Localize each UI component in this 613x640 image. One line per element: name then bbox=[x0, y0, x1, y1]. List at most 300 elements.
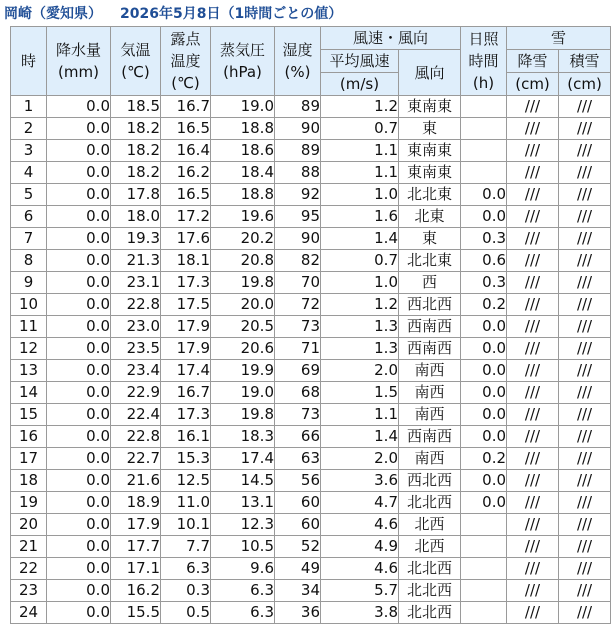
wind-speed-cell: 1.4 bbox=[321, 228, 399, 250]
humidity-cell: 92 bbox=[275, 184, 321, 206]
header-precip bbox=[47, 27, 111, 96]
wind-direction-cell: 北東 bbox=[399, 206, 461, 228]
header-snowfall-unit: (cm) bbox=[507, 73, 559, 96]
sunshine-cell bbox=[461, 140, 507, 162]
dew-point-cell: 17.4 bbox=[161, 360, 211, 382]
snow-depth-cell: /// bbox=[559, 536, 611, 558]
vapor-pressure-cell: 6.3 bbox=[211, 602, 275, 624]
snow-depth-cell: /// bbox=[559, 404, 611, 426]
wind-speed-cell: 0.7 bbox=[321, 118, 399, 140]
header-hour: 時 bbox=[11, 27, 47, 96]
header-wind-speed-unit: (m/s) bbox=[321, 73, 399, 96]
wind-direction-cell: 西北西 bbox=[399, 294, 461, 316]
humidity-cell: 66 bbox=[275, 426, 321, 448]
header-snowdepth-unit: (cm) bbox=[559, 73, 611, 96]
dew-point-cell: 0.3 bbox=[161, 580, 211, 602]
hour-cell: 5 bbox=[11, 184, 47, 206]
snowfall-cell: /// bbox=[507, 228, 559, 250]
temp-cell: 23.4 bbox=[111, 360, 161, 382]
snowfall-cell: /// bbox=[507, 360, 559, 382]
hour-cell: 18 bbox=[11, 470, 47, 492]
snowfall-cell: /// bbox=[507, 514, 559, 536]
temp-cell: 21.6 bbox=[111, 470, 161, 492]
precip-cell: 0.0 bbox=[47, 338, 111, 360]
snow-depth-cell: /// bbox=[559, 118, 611, 140]
precip-cell: 0.0 bbox=[47, 294, 111, 316]
header-snowfall: 降雪 bbox=[507, 50, 559, 73]
snowfall-cell: /// bbox=[507, 294, 559, 316]
wind-speed-cell: 3.6 bbox=[321, 470, 399, 492]
table-row bbox=[11, 184, 611, 206]
snowfall-cell: /// bbox=[507, 162, 559, 184]
snow-depth-cell: /// bbox=[559, 338, 611, 360]
humidity-cell: 49 bbox=[275, 558, 321, 580]
table-row bbox=[11, 426, 611, 448]
temp-cell: 23.0 bbox=[111, 316, 161, 338]
snowfall-cell: /// bbox=[507, 250, 559, 272]
temp-cell: 21.3 bbox=[111, 250, 161, 272]
wind-direction-cell: 南西 bbox=[399, 448, 461, 470]
precip-cell: 0.0 bbox=[47, 118, 111, 140]
snowfall-cell: /// bbox=[507, 382, 559, 404]
humidity-cell: 89 bbox=[275, 96, 321, 118]
wind-direction-cell: 西 bbox=[399, 272, 461, 294]
temp-cell: 17.7 bbox=[111, 536, 161, 558]
header-dew-label: 露点 bbox=[170, 30, 201, 48]
temp-cell: 18.9 bbox=[111, 492, 161, 514]
temp-cell: 17.9 bbox=[111, 514, 161, 536]
wind-speed-cell: 4.7 bbox=[321, 492, 399, 514]
vapor-pressure-cell: 20.2 bbox=[211, 228, 275, 250]
humidity-cell: 70 bbox=[275, 272, 321, 294]
temp-cell: 19.3 bbox=[111, 228, 161, 250]
table-row bbox=[11, 206, 611, 228]
temp-cell: 16.2 bbox=[111, 580, 161, 602]
vapor-pressure-cell: 9.6 bbox=[211, 558, 275, 580]
hour-cell: 3 bbox=[11, 140, 47, 162]
hour-cell: 9 bbox=[11, 272, 47, 294]
wind-direction-cell: 北西 bbox=[399, 514, 461, 536]
table-row bbox=[11, 360, 611, 382]
header-precip-unit: (mm) bbox=[58, 63, 99, 81]
header-temp bbox=[111, 27, 161, 96]
dew-point-cell: 16.4 bbox=[161, 140, 211, 162]
dew-point-cell: 16.5 bbox=[161, 184, 211, 206]
humidity-cell: 89 bbox=[275, 140, 321, 162]
wind-speed-cell: 4.9 bbox=[321, 536, 399, 558]
header-humidity-unit: (%) bbox=[284, 63, 311, 81]
humidity-cell: 52 bbox=[275, 536, 321, 558]
hour-cell: 17 bbox=[11, 448, 47, 470]
hour-cell: 1 bbox=[11, 96, 47, 118]
sunshine-cell: 0.0 bbox=[461, 404, 507, 426]
dew-point-cell: 16.2 bbox=[161, 162, 211, 184]
table-row bbox=[11, 470, 611, 492]
temp-cell: 17.1 bbox=[111, 558, 161, 580]
hour-cell: 23 bbox=[11, 580, 47, 602]
hour-cell: 4 bbox=[11, 162, 47, 184]
wind-direction-cell: 北北東 bbox=[399, 250, 461, 272]
table-row bbox=[11, 228, 611, 250]
wind-direction-cell: 北北東 bbox=[399, 184, 461, 206]
snow-depth-cell: /// bbox=[559, 492, 611, 514]
wind-direction-cell: 東南東 bbox=[399, 162, 461, 184]
snow-depth-cell: /// bbox=[559, 360, 611, 382]
precip-cell: 0.0 bbox=[47, 558, 111, 580]
wind-direction-cell: 東 bbox=[399, 118, 461, 140]
sunshine-cell: 0.0 bbox=[461, 492, 507, 514]
humidity-cell: 68 bbox=[275, 382, 321, 404]
header-vapor bbox=[211, 27, 275, 96]
header-wind-dir: 風向 bbox=[399, 50, 461, 96]
wind-direction-cell: 東南東 bbox=[399, 96, 461, 118]
sunshine-cell: 0.6 bbox=[461, 250, 507, 272]
dew-point-cell: 16.7 bbox=[161, 382, 211, 404]
precip-cell: 0.0 bbox=[47, 514, 111, 536]
temp-cell: 17.8 bbox=[111, 184, 161, 206]
precip-cell: 0.0 bbox=[47, 448, 111, 470]
wind-speed-cell: 5.7 bbox=[321, 580, 399, 602]
table-row bbox=[11, 448, 611, 470]
snowfall-cell: /// bbox=[507, 448, 559, 470]
vapor-pressure-cell: 17.4 bbox=[211, 448, 275, 470]
header-humidity-label: 湿度 bbox=[282, 41, 313, 59]
snowfall-cell: /// bbox=[507, 184, 559, 206]
hour-cell: 12 bbox=[11, 338, 47, 360]
snowfall-cell: /// bbox=[507, 338, 559, 360]
table-row bbox=[11, 602, 611, 624]
snowfall-cell: /// bbox=[507, 118, 559, 140]
date-caption: 2026年5月8日（1時間ごとの値） bbox=[120, 6, 343, 22]
hour-cell: 14 bbox=[11, 382, 47, 404]
vapor-pressure-cell: 18.3 bbox=[211, 426, 275, 448]
temp-cell: 18.5 bbox=[111, 96, 161, 118]
table-header bbox=[11, 27, 611, 96]
precip-cell: 0.0 bbox=[47, 184, 111, 206]
humidity-cell: 56 bbox=[275, 470, 321, 492]
hour-cell: 8 bbox=[11, 250, 47, 272]
wind-direction-cell: 西南西 bbox=[399, 316, 461, 338]
wind-direction-cell: 南西 bbox=[399, 404, 461, 426]
dew-point-cell: 17.5 bbox=[161, 294, 211, 316]
header-vapor-label: 蒸気圧 bbox=[219, 41, 265, 59]
hour-cell: 13 bbox=[11, 360, 47, 382]
dew-point-cell: 17.6 bbox=[161, 228, 211, 250]
precip-cell: 0.0 bbox=[47, 404, 111, 426]
vapor-pressure-cell: 18.6 bbox=[211, 140, 275, 162]
snowfall-cell: /// bbox=[507, 316, 559, 338]
header-temp-unit: (℃) bbox=[121, 63, 150, 81]
hour-cell: 6 bbox=[11, 206, 47, 228]
precip-cell: 0.0 bbox=[47, 602, 111, 624]
snow-depth-cell: /// bbox=[559, 206, 611, 228]
sunshine-cell bbox=[461, 558, 507, 580]
humidity-cell: 36 bbox=[275, 602, 321, 624]
temp-cell: 22.7 bbox=[111, 448, 161, 470]
snow-depth-cell: /// bbox=[559, 470, 611, 492]
wind-speed-cell: 2.0 bbox=[321, 360, 399, 382]
sunshine-cell bbox=[461, 96, 507, 118]
temp-cell: 18.0 bbox=[111, 206, 161, 228]
precip-cell: 0.0 bbox=[47, 492, 111, 514]
vapor-pressure-cell: 19.0 bbox=[211, 382, 275, 404]
wind-direction-cell: 北西 bbox=[399, 536, 461, 558]
snowfall-cell: /// bbox=[507, 272, 559, 294]
sunshine-cell: 0.0 bbox=[461, 206, 507, 228]
hour-cell: 22 bbox=[11, 558, 47, 580]
snow-depth-cell: /// bbox=[559, 140, 611, 162]
vapor-pressure-cell: 19.8 bbox=[211, 404, 275, 426]
table-row bbox=[11, 140, 611, 162]
snowfall-cell: /// bbox=[507, 206, 559, 228]
snow-depth-cell: /// bbox=[559, 272, 611, 294]
vapor-pressure-cell: 18.4 bbox=[211, 162, 275, 184]
sunshine-cell bbox=[461, 118, 507, 140]
humidity-cell: 60 bbox=[275, 492, 321, 514]
precip-cell: 0.0 bbox=[47, 360, 111, 382]
snow-depth-cell: /// bbox=[559, 96, 611, 118]
humidity-cell: 73 bbox=[275, 316, 321, 338]
table-row bbox=[11, 536, 611, 558]
dew-point-cell: 11.0 bbox=[161, 492, 211, 514]
header-vapor-unit: (hPa) bbox=[223, 63, 262, 81]
vapor-pressure-cell: 20.5 bbox=[211, 316, 275, 338]
precip-cell: 0.0 bbox=[47, 272, 111, 294]
header-snow-group: 雪 bbox=[507, 27, 611, 50]
wind-speed-cell: 1.6 bbox=[321, 206, 399, 228]
snowfall-cell: /// bbox=[507, 492, 559, 514]
humidity-cell: 71 bbox=[275, 338, 321, 360]
hour-cell: 15 bbox=[11, 404, 47, 426]
wind-speed-cell: 3.8 bbox=[321, 602, 399, 624]
humidity-cell: 60 bbox=[275, 514, 321, 536]
wind-direction-cell: 南西 bbox=[399, 360, 461, 382]
sunshine-cell: 0.0 bbox=[461, 426, 507, 448]
precip-cell: 0.0 bbox=[47, 470, 111, 492]
snow-depth-cell: /// bbox=[559, 426, 611, 448]
snow-depth-cell: /// bbox=[559, 382, 611, 404]
snow-depth-cell: /// bbox=[559, 250, 611, 272]
wind-speed-cell: 1.1 bbox=[321, 140, 399, 162]
dew-point-cell: 7.7 bbox=[161, 536, 211, 558]
snowfall-cell: /// bbox=[507, 96, 559, 118]
snow-depth-cell: /// bbox=[559, 294, 611, 316]
header-wind-speed: 平均風速 bbox=[321, 50, 399, 73]
wind-speed-cell: 1.5 bbox=[321, 382, 399, 404]
precip-cell: 0.0 bbox=[47, 382, 111, 404]
vapor-pressure-cell: 18.8 bbox=[211, 118, 275, 140]
wind-speed-cell: 1.4 bbox=[321, 426, 399, 448]
wind-speed-cell: 1.2 bbox=[321, 96, 399, 118]
snow-depth-cell: /// bbox=[559, 228, 611, 250]
wind-speed-cell: 1.3 bbox=[321, 316, 399, 338]
precip-cell: 0.0 bbox=[47, 228, 111, 250]
dew-point-cell: 16.7 bbox=[161, 96, 211, 118]
vapor-pressure-cell: 12.3 bbox=[211, 514, 275, 536]
table-row bbox=[11, 404, 611, 426]
humidity-cell: 90 bbox=[275, 228, 321, 250]
dew-point-cell: 17.3 bbox=[161, 272, 211, 294]
table-row bbox=[11, 382, 611, 404]
table-row bbox=[11, 580, 611, 602]
vapor-pressure-cell: 19.6 bbox=[211, 206, 275, 228]
temp-cell: 22.4 bbox=[111, 404, 161, 426]
precip-cell: 0.0 bbox=[47, 206, 111, 228]
dew-point-cell: 6.3 bbox=[161, 558, 211, 580]
wind-speed-cell: 1.3 bbox=[321, 338, 399, 360]
table-row bbox=[11, 272, 611, 294]
hour-cell: 19 bbox=[11, 492, 47, 514]
temp-cell: 15.5 bbox=[111, 602, 161, 624]
hour-cell: 16 bbox=[11, 426, 47, 448]
table-row bbox=[11, 118, 611, 140]
humidity-cell: 73 bbox=[275, 404, 321, 426]
wind-direction-cell: 西南西 bbox=[399, 426, 461, 448]
header-humidity bbox=[275, 27, 321, 96]
table-row bbox=[11, 558, 611, 580]
dew-point-cell: 18.1 bbox=[161, 250, 211, 272]
snow-depth-cell: /// bbox=[559, 514, 611, 536]
snow-depth-cell: /// bbox=[559, 602, 611, 624]
table-row bbox=[11, 162, 611, 184]
header-dew-label-2: 温度 bbox=[170, 52, 201, 70]
header-precip-label: 降水量 bbox=[55, 41, 101, 59]
snowfall-cell: /// bbox=[507, 426, 559, 448]
dew-point-cell: 17.9 bbox=[161, 338, 211, 360]
hour-cell: 7 bbox=[11, 228, 47, 250]
table-row bbox=[11, 514, 611, 536]
hour-cell: 2 bbox=[11, 118, 47, 140]
dew-point-cell: 16.1 bbox=[161, 426, 211, 448]
sunshine-cell: 0.0 bbox=[461, 316, 507, 338]
sunshine-cell: 0.0 bbox=[461, 470, 507, 492]
snow-depth-cell: /// bbox=[559, 580, 611, 602]
station-name: 岡崎（愛知県） bbox=[4, 6, 102, 22]
wind-speed-cell: 0.7 bbox=[321, 250, 399, 272]
snowfall-cell: /// bbox=[507, 602, 559, 624]
sunshine-cell bbox=[461, 162, 507, 184]
humidity-cell: 88 bbox=[275, 162, 321, 184]
dew-point-cell: 17.2 bbox=[161, 206, 211, 228]
table-row bbox=[11, 316, 611, 338]
wind-speed-cell: 1.1 bbox=[321, 162, 399, 184]
header-sun-label-2: 時間 bbox=[468, 52, 499, 70]
sunshine-cell: 0.0 bbox=[461, 360, 507, 382]
wind-direction-cell: 北北西 bbox=[399, 558, 461, 580]
snowfall-cell: /// bbox=[507, 558, 559, 580]
humidity-cell: 34 bbox=[275, 580, 321, 602]
header-wind-group: 風速・風向 bbox=[321, 27, 461, 50]
header-dew-unit: (℃) bbox=[171, 74, 200, 92]
sunshine-cell: 0.0 bbox=[461, 184, 507, 206]
wind-speed-cell: 1.1 bbox=[321, 404, 399, 426]
vapor-pressure-cell: 19.0 bbox=[211, 96, 275, 118]
wind-direction-cell: 南西 bbox=[399, 382, 461, 404]
header-temp-label: 気温 bbox=[120, 41, 151, 59]
vapor-pressure-cell: 6.3 bbox=[211, 580, 275, 602]
vapor-pressure-cell: 13.1 bbox=[211, 492, 275, 514]
dew-point-cell: 15.3 bbox=[161, 448, 211, 470]
vapor-pressure-cell: 19.8 bbox=[211, 272, 275, 294]
table-row bbox=[11, 338, 611, 360]
dew-point-cell: 10.1 bbox=[161, 514, 211, 536]
sunshine-cell bbox=[461, 580, 507, 602]
hour-cell: 11 bbox=[11, 316, 47, 338]
precip-cell: 0.0 bbox=[47, 426, 111, 448]
wind-direction-cell: 西北西 bbox=[399, 470, 461, 492]
header-sun bbox=[461, 27, 507, 96]
temp-cell: 18.2 bbox=[111, 162, 161, 184]
snowfall-cell: /// bbox=[507, 470, 559, 492]
wind-direction-cell: 西南西 bbox=[399, 338, 461, 360]
vapor-pressure-cell: 20.0 bbox=[211, 294, 275, 316]
table-row bbox=[11, 492, 611, 514]
temp-cell: 22.8 bbox=[111, 426, 161, 448]
hour-cell: 20 bbox=[11, 514, 47, 536]
snow-depth-cell: /// bbox=[559, 316, 611, 338]
wind-speed-cell: 1.2 bbox=[321, 294, 399, 316]
wind-direction-cell: 東南東 bbox=[399, 140, 461, 162]
sunshine-cell bbox=[461, 602, 507, 624]
hourly-observation-table bbox=[10, 26, 611, 624]
sunshine-cell bbox=[461, 536, 507, 558]
temp-cell: 23.1 bbox=[111, 272, 161, 294]
sunshine-cell: 0.0 bbox=[461, 382, 507, 404]
sunshine-cell: 0.2 bbox=[461, 448, 507, 470]
vapor-pressure-cell: 18.8 bbox=[211, 184, 275, 206]
wind-speed-cell: 1.0 bbox=[321, 272, 399, 294]
wind-direction-cell: 北北西 bbox=[399, 602, 461, 624]
table-row bbox=[11, 96, 611, 118]
sunshine-cell: 0.0 bbox=[461, 338, 507, 360]
header-snowdepth: 積雪 bbox=[559, 50, 611, 73]
vapor-pressure-cell: 20.8 bbox=[211, 250, 275, 272]
humidity-cell: 72 bbox=[275, 294, 321, 316]
temp-cell: 22.9 bbox=[111, 382, 161, 404]
vapor-pressure-cell: 10.5 bbox=[211, 536, 275, 558]
precip-cell: 0.0 bbox=[47, 316, 111, 338]
humidity-cell: 82 bbox=[275, 250, 321, 272]
snowfall-cell: /// bbox=[507, 404, 559, 426]
dew-point-cell: 17.9 bbox=[161, 316, 211, 338]
table-body bbox=[11, 96, 611, 624]
hour-cell: 21 bbox=[11, 536, 47, 558]
page-title bbox=[4, 3, 360, 25]
precip-cell: 0.0 bbox=[47, 140, 111, 162]
temp-cell: 22.8 bbox=[111, 294, 161, 316]
humidity-cell: 90 bbox=[275, 118, 321, 140]
temp-cell: 18.2 bbox=[111, 118, 161, 140]
wind-direction-cell: 北北西 bbox=[399, 492, 461, 514]
vapor-pressure-cell: 19.9 bbox=[211, 360, 275, 382]
precip-cell: 0.0 bbox=[47, 536, 111, 558]
precip-cell: 0.0 bbox=[47, 250, 111, 272]
table-row bbox=[11, 250, 611, 272]
header-dew bbox=[161, 27, 211, 96]
precip-cell: 0.0 bbox=[47, 162, 111, 184]
wind-speed-cell: 2.0 bbox=[321, 448, 399, 470]
vapor-pressure-cell: 14.5 bbox=[211, 470, 275, 492]
precip-cell: 0.0 bbox=[47, 96, 111, 118]
humidity-cell: 63 bbox=[275, 448, 321, 470]
snow-depth-cell: /// bbox=[559, 162, 611, 184]
snow-depth-cell: /// bbox=[559, 448, 611, 470]
snowfall-cell: /// bbox=[507, 140, 559, 162]
dew-point-cell: 12.5 bbox=[161, 470, 211, 492]
wind-speed-cell: 4.6 bbox=[321, 558, 399, 580]
dew-point-cell: 16.5 bbox=[161, 118, 211, 140]
temp-cell: 18.2 bbox=[111, 140, 161, 162]
